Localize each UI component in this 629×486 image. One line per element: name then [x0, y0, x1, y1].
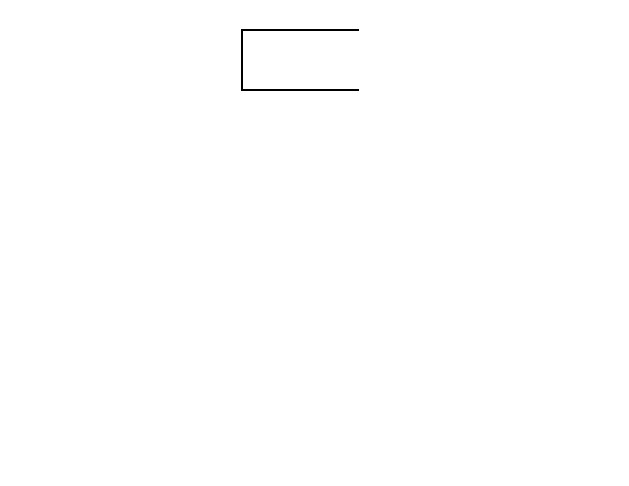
- hodograph-svg: [455, 28, 570, 142]
- legend-box: [241, 29, 359, 91]
- hodograph: [455, 28, 570, 142]
